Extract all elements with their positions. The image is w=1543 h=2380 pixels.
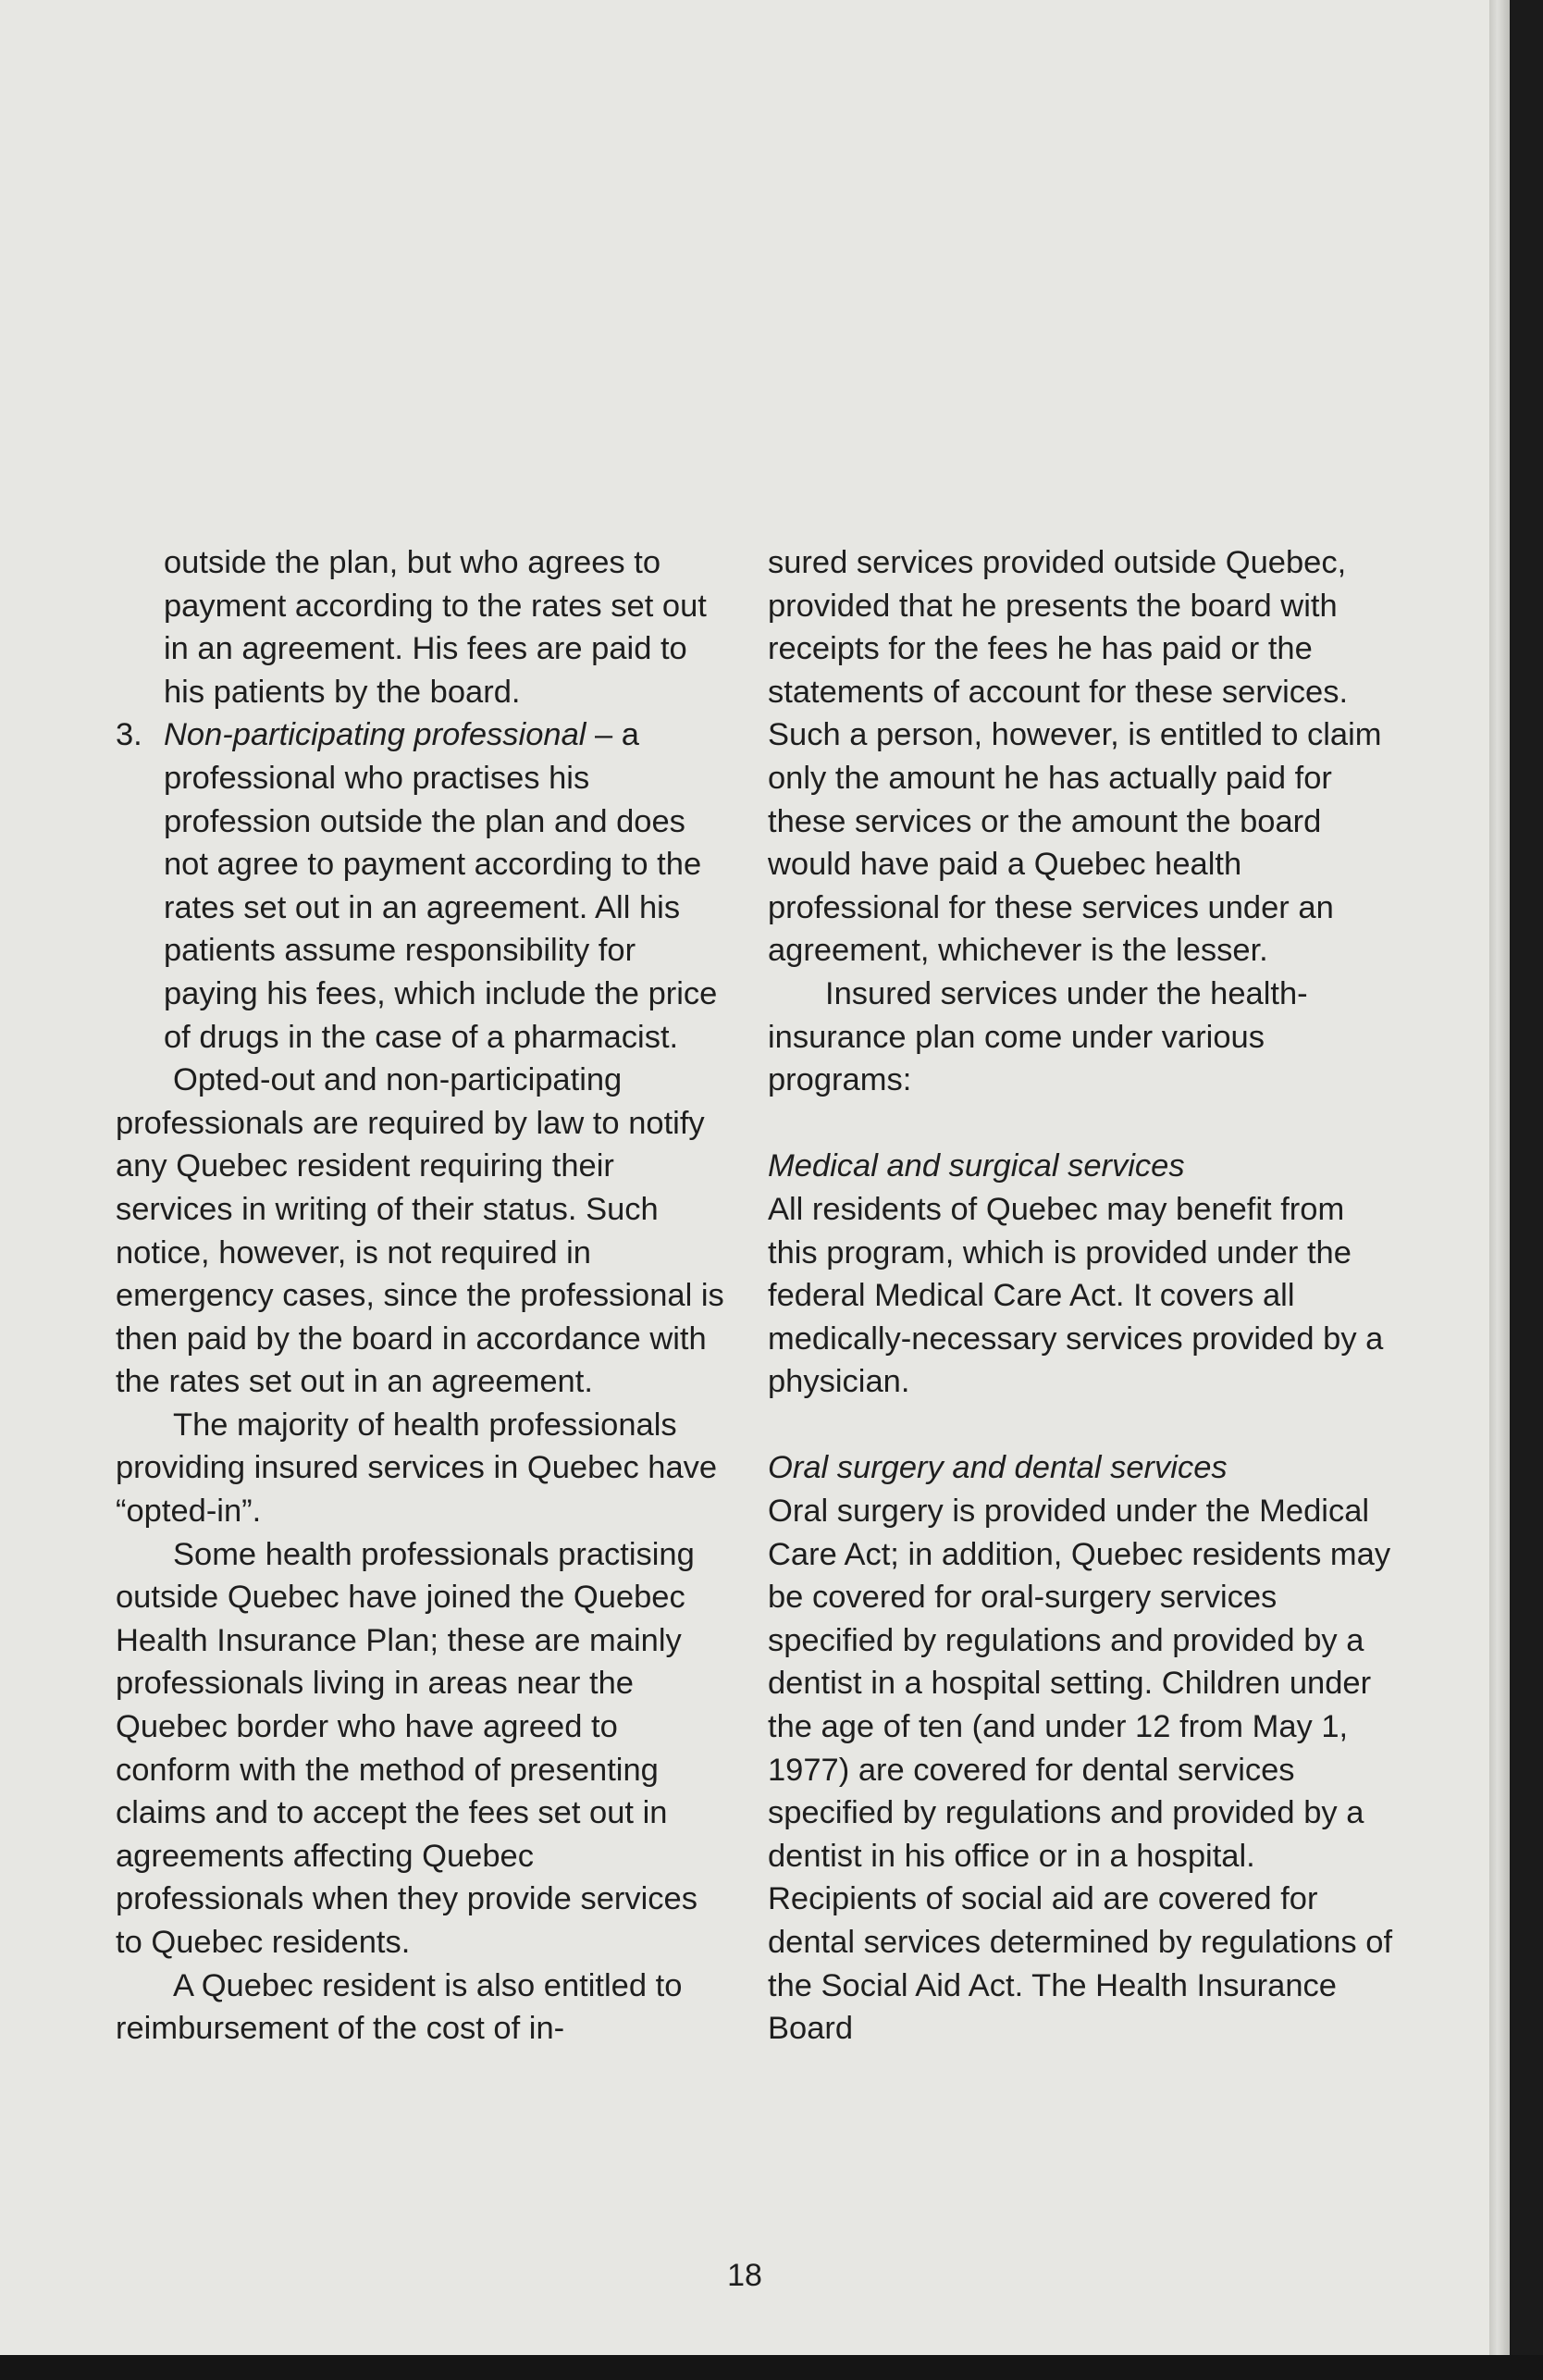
paragraph-programs: Insured services under the health-insurance plan come under various programs: xyxy=(768,975,1308,1098)
list-number: 3. xyxy=(116,717,142,753)
right-column xyxy=(768,541,1397,2051)
paragraph-outside-quebec: Some health professionals practising outside Quebec have joined the Quebec Health Insurance Plan; these are mainly professionals living in areas near the Quebec border who have agreed to conform with the method of presenting claims and to accept the fees set out in agreements affecting Quebec professionals when they provide services to Quebec residents. xyxy=(116,1536,697,1960)
term-non-participating: Non-participating professional xyxy=(164,717,586,753)
page-number: 18 xyxy=(727,2258,762,2293)
paragraph-majority: The majority of health professionals providing insured services in Quebec have “opted-in”. xyxy=(116,1407,718,1530)
continued-paragraph: outside the plan, but who agrees to payment according to the rates set out in an agreement. His fees are paid to his patients by the board. xyxy=(164,545,707,710)
list-item-3 xyxy=(116,713,726,1059)
list-item-text: – a professional who practises his profession outside the plan and does not agree to payment according to the rates set out in an agreement. All his patients assume responsibility for paying his fees, which include the price of drugs in the case of a pharmacist. xyxy=(164,717,718,1055)
page-edge xyxy=(1489,0,1510,2355)
section-heading-medical: Medical and surgical services xyxy=(768,1148,1185,1184)
continued-paragraph: sured services provided outside Quebec, provided that he presents the board with receipts for the fees he has paid or the statements of account for these services. Such a person, however, is entitled to claim only the amount he has actually paid for these services or the amount the board would have paid a Quebec health professional for these services under an agreement, whichever is the lesser. xyxy=(768,545,1382,969)
left-column xyxy=(116,541,726,2051)
paragraph-dental: Oral surgery is provided under the Medical Care Act; in addition, Quebec residents may be covered for oral-surgery services specified by regulations and provided by a dentist in a hospital setting. Children under the age of ten (and under 12 from May 1, 1977) are covered for dental services specified by regulations and provided by a dentist in his office or in a hospital. Recipients of social aid are covered for dental services determined by regulations of the Social Aid Act. The Health Insurance Board xyxy=(768,1494,1393,2047)
paragraph-notice: Opted-out and non-participating professionals are required by law to notify any Quebec resident requiring their services in writing of their status. Such notice, however, is not required in emergency cases, since the professional is then paid by the board in accordance with the rates set out in an agreement. xyxy=(116,1062,724,1400)
scan-border xyxy=(0,2355,1543,2380)
section-heading-dental: Oral surgery and dental services xyxy=(768,1450,1228,1486)
paragraph-medical: All residents of Quebec may benefit from this program, which is provided under the federal Medical Care Act. It covers all medically-necessary services provided by a physician. xyxy=(768,1191,1384,1400)
paragraph-reimbursement: A Quebec resident is also entitled to reimbursement of the cost of in- xyxy=(116,1967,683,2047)
